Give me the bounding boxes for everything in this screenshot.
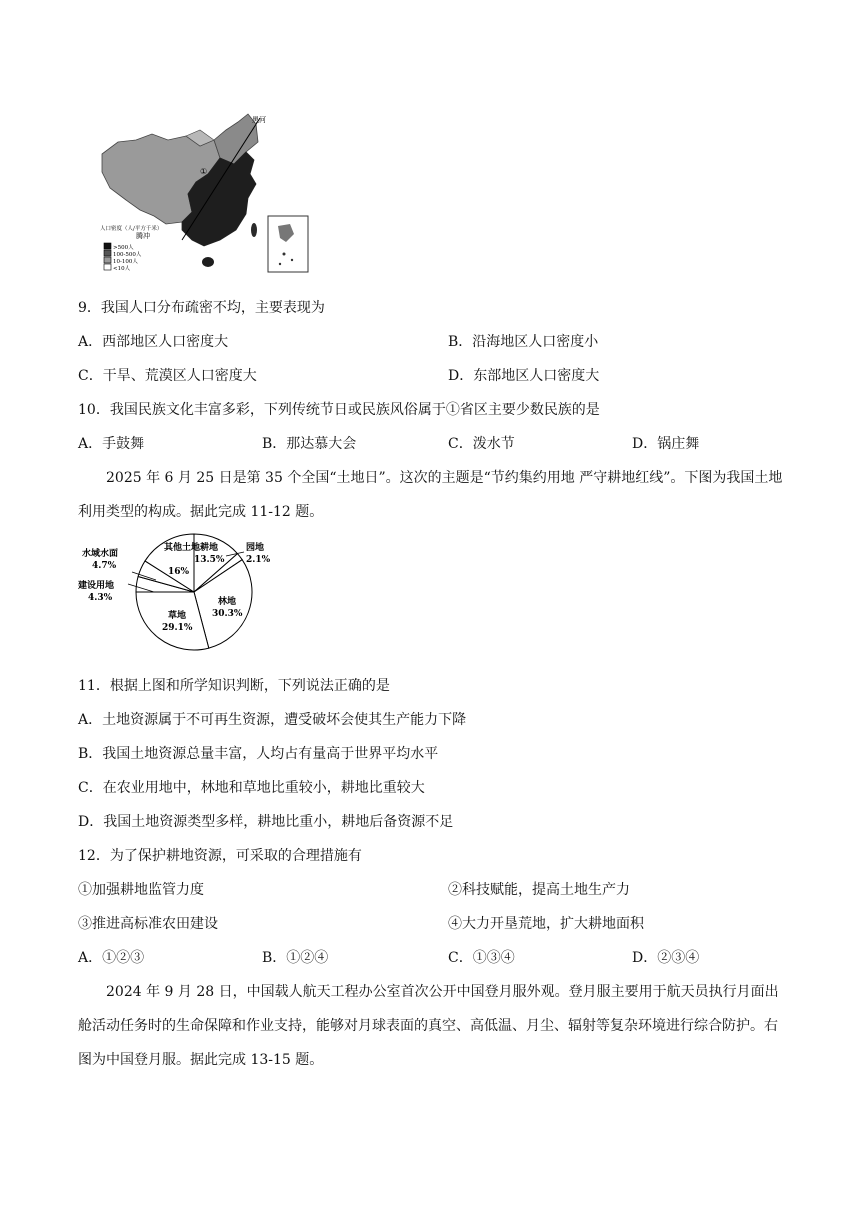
q10-option-b[interactable]: B．那达慕大会 bbox=[262, 436, 357, 452]
legend-swatch-4 bbox=[104, 264, 111, 270]
pie-label-construction-name: 建设用地 bbox=[78, 581, 115, 591]
map-hainan bbox=[202, 257, 214, 267]
q12-measure-1: ①加强耕地监管力度 bbox=[78, 882, 204, 898]
pie-label-forest-value: 30.3% bbox=[212, 609, 243, 619]
q12-option-d[interactable]: D．②③④ bbox=[632, 950, 700, 966]
pie-svg bbox=[76, 526, 292, 662]
pie-label-construction-value: 4.3% bbox=[88, 593, 113, 603]
map-svg bbox=[96, 112, 318, 282]
q9-option-b[interactable]: B．沿海地区人口密度小 bbox=[448, 334, 599, 350]
q11-option-d[interactable]: D．我国土地资源类型多样，耕地比重小，耕地后备资源不足 bbox=[78, 814, 454, 830]
map-county-label: 腾冲 bbox=[136, 232, 150, 240]
intro-lunar-suit: 2024 年 9 月 28 日，中国载人航天工程办公室首次公开中国登月服外观。登月服主要用于航天员执行月面出舱活动任务时的生命保障和作业支持，能够对月球表面的真空、高低温、月尘、辐射等复杂环境进行综合防护。右图为中国登月服。据此完成 13-15 题。 bbox=[78, 984, 779, 1068]
pie-label-forest-name: 林地 bbox=[218, 597, 237, 607]
pie-label-orchard-name: 园地 bbox=[246, 543, 265, 553]
map-marker-label: ① bbox=[200, 167, 208, 176]
pie-label-grass-value: 29.1% bbox=[162, 623, 193, 633]
intro-land-day: 2025 年 6 月 25 日是第 35 个全国“土地日”。这次的主题是“节约集约用地 严守耕地红线”。下图为我国土地利用类型的构成。据此完成 11-12 题。 bbox=[78, 470, 783, 520]
land-use-pie-chart bbox=[76, 526, 292, 662]
q12-option-c[interactable]: C．①③④ bbox=[448, 950, 515, 966]
q12-measure-4: ④大力开垦荒地，扩大耕地面积 bbox=[448, 916, 644, 932]
q11-stem: 11．根据上图和所学知识判断，下列说法正确的是 bbox=[78, 678, 390, 694]
map-legend-item-4: <10人 bbox=[113, 266, 131, 272]
q10-option-a[interactable]: A．手鼓舞 bbox=[78, 436, 145, 452]
map-legend-item-2: 100-500人 bbox=[113, 252, 142, 258]
q9-option-d[interactable]: D．东部地区人口密度大 bbox=[448, 368, 600, 384]
pie-label-other-value: 16% bbox=[168, 567, 190, 577]
pie-label-other-name: 其他土地 bbox=[164, 543, 201, 553]
q11-option-b[interactable]: B．我国土地资源总量丰富，人均占有量高于世界平均水平 bbox=[78, 746, 439, 762]
legend-swatch-3 bbox=[104, 257, 111, 263]
legend-swatch-1 bbox=[104, 243, 111, 249]
map-taiwan bbox=[251, 223, 257, 237]
map-river-label: 黑河 bbox=[252, 116, 266, 124]
q10-option-c[interactable]: C．泼水节 bbox=[448, 436, 515, 452]
pie-label-water-name: 水域水面 bbox=[82, 549, 119, 559]
q10-stem: 10．我国民族文化丰富多彩，下列传统节日或民族风俗属于①省区主要少数民族的是 bbox=[78, 402, 600, 418]
q11-option-c[interactable]: C．在农业用地中，林地和草地比重较小，耕地比重较大 bbox=[78, 780, 425, 796]
map-legend-title: 人口密度（人/平方千米） bbox=[100, 226, 163, 232]
legend-swatch-2 bbox=[104, 250, 111, 256]
q9-stem: 9．我国人口分布疏密不均，主要表现为 bbox=[78, 300, 325, 316]
q9-option-c[interactable]: C．干旱、荒漠区人口密度大 bbox=[78, 368, 257, 384]
q11-option-a[interactable]: A．土地资源属于不可再生资源，遭受破坏会使其生产能力下降 bbox=[78, 712, 467, 728]
q12-stem: 12．为了保护耕地资源，可采取的合理措施有 bbox=[78, 848, 362, 864]
pie-label-cropland-value: 13.5% bbox=[194, 555, 225, 565]
q12-option-a[interactable]: A．①②③ bbox=[78, 950, 145, 966]
map-legend-item-3: 10-100人 bbox=[113, 259, 138, 265]
pie-label-cropland-name: 耕地 bbox=[200, 543, 219, 553]
pie-label-water-value: 4.7% bbox=[92, 561, 117, 571]
pie-label-orchard-value: 2.1% bbox=[246, 555, 271, 565]
china-population-density-map bbox=[96, 112, 318, 282]
pie-label-grass-name: 草地 bbox=[168, 611, 187, 621]
q10-option-d[interactable]: D．锅庄舞 bbox=[632, 436, 700, 452]
q12-measure-3: ③推进高标准农田建设 bbox=[78, 916, 218, 932]
q12-option-b[interactable]: B．①②④ bbox=[262, 950, 329, 966]
q12-measure-2: ②科技赋能，提高土地生产力 bbox=[448, 882, 630, 898]
map-legend-item-1: >500人 bbox=[113, 245, 134, 251]
q9-option-a[interactable]: A．西部地区人口密度大 bbox=[78, 334, 229, 350]
